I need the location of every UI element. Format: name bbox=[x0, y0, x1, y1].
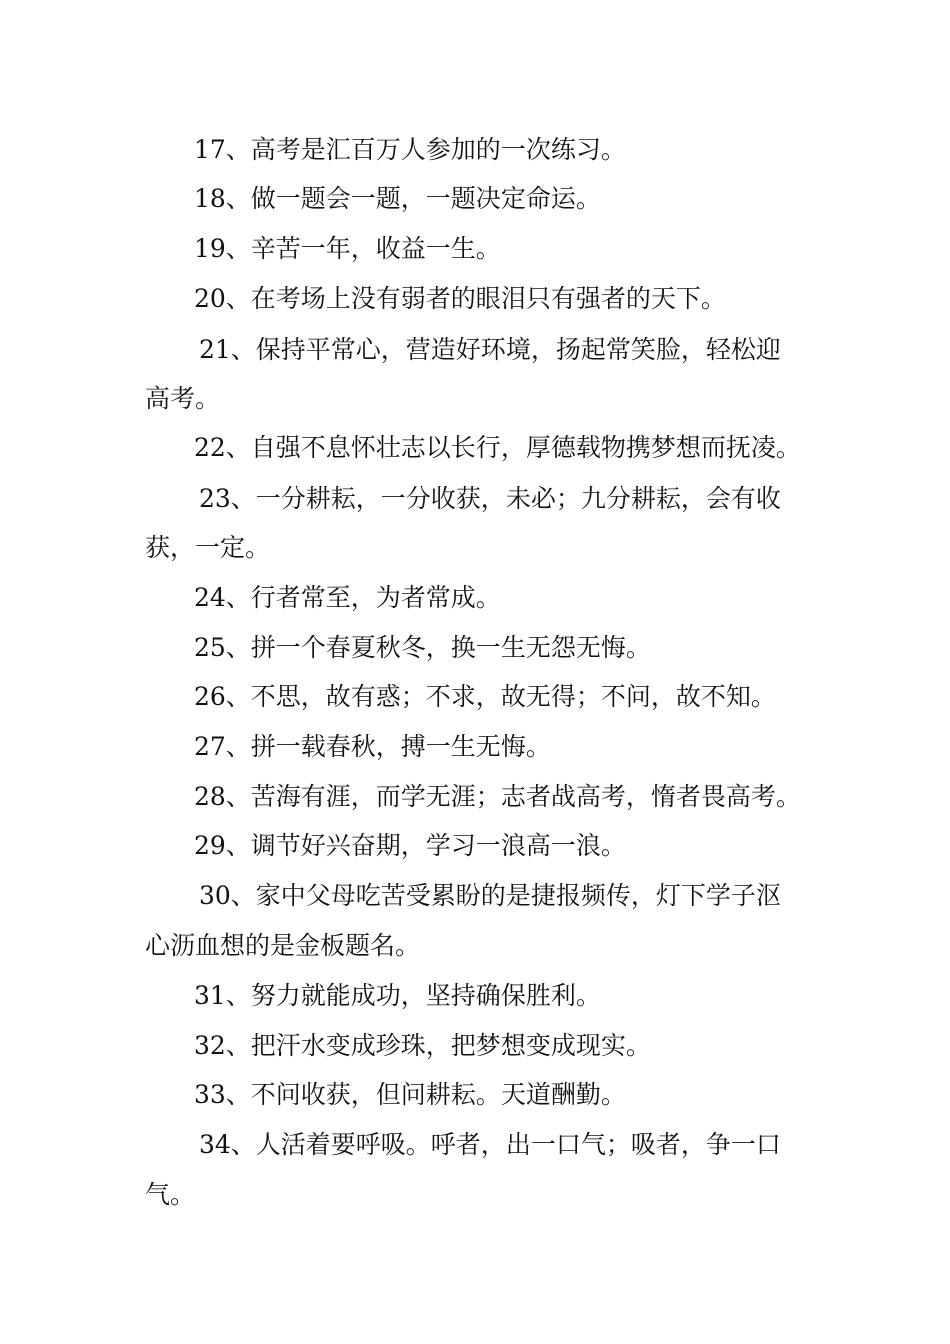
paragraph-24: 24、行者常至，为者常成。 bbox=[194, 583, 501, 612]
paragraph-29: 29、调节好兴奋期，学习一浪高一浪。 bbox=[194, 831, 626, 860]
paragraph-18: 18、做一题会一题，一题决定命运。 bbox=[194, 184, 601, 213]
paragraph-23-line-1: 23、一分耕耘，一分收获，未必；九分耕耘，会有收 bbox=[199, 484, 781, 513]
paragraph-34-line-2: 气。 bbox=[145, 1180, 196, 1209]
paragraph-21-line-2: 高考。 bbox=[145, 384, 221, 413]
paragraph-31: 31、努力就能成功，坚持确保胜利。 bbox=[194, 981, 601, 1010]
paragraph-28: 28、苦海有涯，而学无涯；志者战高考，惰者畏高考。 bbox=[194, 782, 801, 811]
paragraph-32: 32、把汗水变成珍珠，把梦想变成现实。 bbox=[194, 1031, 651, 1060]
paragraph-19: 19、辛苦一年，收益一生。 bbox=[194, 234, 501, 263]
paragraph-30-line-2: 心沥血想的是金板题名。 bbox=[145, 931, 421, 960]
paragraph-21-line-1: 21、保持平常心，营造好环境，扬起常笑脸，轻松迎 bbox=[199, 335, 781, 364]
paragraph-30-line-1: 30、家中父母吃苦受累盼的是捷报频传，灯下学子沤 bbox=[199, 881, 781, 910]
paragraph-20: 20、在考场上没有弱者的眼泪只有强者的天下。 bbox=[194, 284, 726, 313]
paragraph-27: 27、拼一载春秋，搏一生无悔。 bbox=[194, 732, 551, 761]
paragraph-34-line-1: 34、人活着要呼吸。呼者，出一口气；吸者，争一口 bbox=[199, 1130, 781, 1159]
paragraph-25: 25、拼一个春夏秋冬，换一生无怨无悔。 bbox=[194, 633, 651, 662]
paragraph-23-line-2: 获，一定。 bbox=[145, 533, 271, 562]
paragraph-26: 26、不思，故有惑；不求，故无得；不问，故不知。 bbox=[194, 682, 776, 711]
paragraph-22: 22、自强不息怀壮志以长行，厚德载物携梦想而抚凌。 bbox=[194, 433, 801, 462]
paragraph-33: 33、不问收获，但问耕耘。天道酬勤。 bbox=[194, 1080, 626, 1109]
paragraph-17: 17、高考是汇百万人参加的一次练习。 bbox=[194, 135, 626, 164]
